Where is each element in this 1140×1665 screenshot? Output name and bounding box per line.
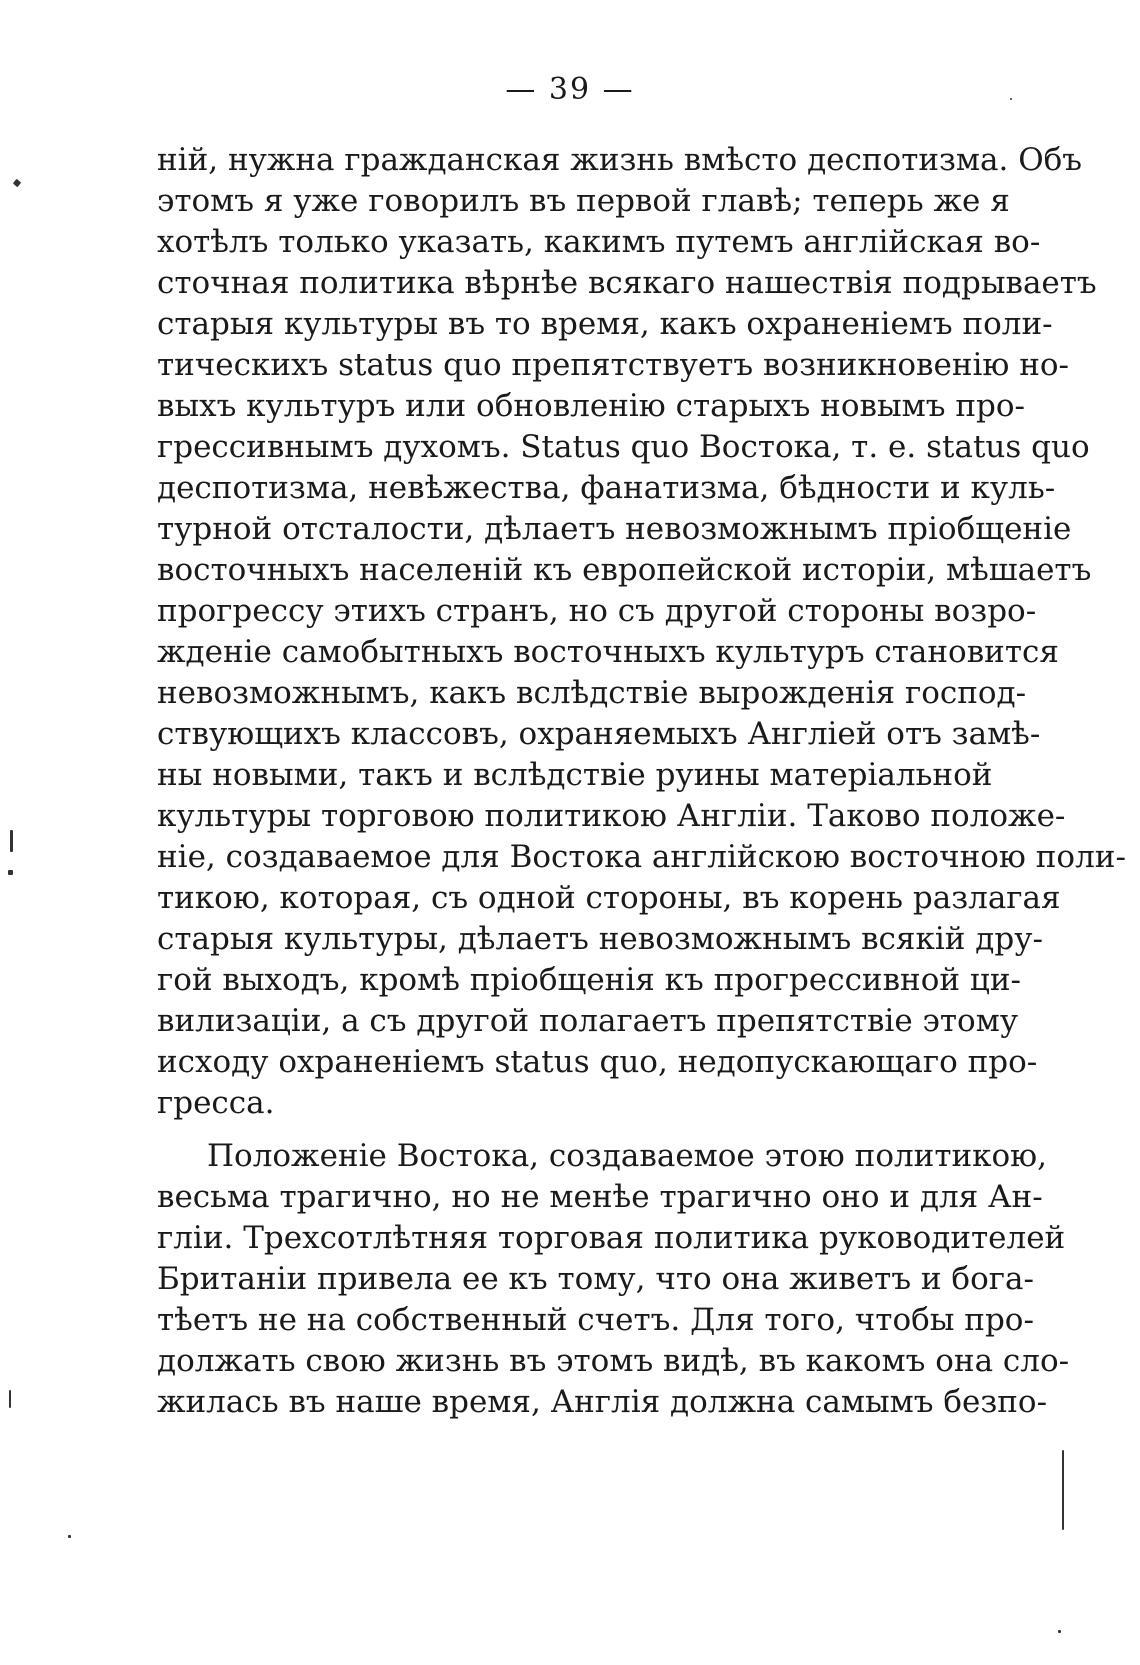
paragraph <box>157 140 1126 1124</box>
text-line: сточная политика вѣрнѣе всякаго нашествія подрываетъ <box>157 265 1097 301</box>
text-line: ній, нужна гражданская жизнь вмѣсто деспотизма. Объ <box>157 142 1083 178</box>
text-line: старыя культуры, дѣлаетъ невозможнымъ всякій дру- <box>157 921 1043 957</box>
paragraph-gap <box>157 1124 952 1136</box>
text-line: этомъ я уже говорилъ въ первой главѣ; теперь же я <box>157 183 1010 219</box>
text-line: невозможнымъ, какъ вслѣдствіе вырожденія господ- <box>157 675 1027 711</box>
text-line: старыя культуры въ то время, какъ охраненіемъ поли- <box>157 306 1053 342</box>
page-number: — 39 — <box>505 72 635 107</box>
text-line: тическихъ status quo препятствуетъ возникновенію но- <box>157 347 1070 383</box>
text-line: жденіе самобытныхъ восточныхъ культуръ становится <box>157 634 1059 670</box>
scan-speck <box>68 1535 71 1538</box>
text-line: вилизаціи, а съ другой полагаетъ препятствіе этому <box>157 1003 1019 1039</box>
scan-speck <box>1062 1450 1064 1530</box>
text-line: прогрессу этихъ странъ, но съ другой стороны возро- <box>157 593 1037 629</box>
text-line: ствующихъ классовъ, охраняемыхъ Англіей отъ замѣ- <box>157 716 1041 752</box>
text-line: грессивнымъ духомъ. Status quo Востока, т. е. status quo <box>157 429 1090 465</box>
text-line: исходу охраненіемъ status quo, недопускающаго про- <box>157 1044 1038 1080</box>
text-line: тѣетъ не на собственный счетъ. Для того, чтобы про- <box>157 1302 1034 1338</box>
scan-speck <box>8 870 13 875</box>
text-line: ны новыми, такъ и вслѣдствіе руины матеріальной <box>157 757 993 793</box>
text-line: Положеніе Востока, создаваемое этою политикою, <box>207 1138 1048 1174</box>
paragraph <box>157 1136 1070 1423</box>
text-line: турной отсталости, дѣлаетъ невозможнымъ пріобщеніе <box>157 511 1072 547</box>
text-line: культуры торговою политикою Англіи. Таково положе- <box>157 798 1066 834</box>
text-line: гой выходъ, кромѣ пріобщенія къ прогрессивной ци- <box>157 962 1021 998</box>
scan-speck <box>9 1390 11 1408</box>
body-text <box>157 140 1126 1423</box>
text-line: восточныхъ населеній къ европейской исторіи, мѣшаетъ <box>157 552 1092 588</box>
text-line: деспотизма, невѣжества, фанатизма, бѣдности и куль- <box>157 470 1056 506</box>
text-line: выхъ культуръ или обновленію старыхъ новымъ про- <box>157 388 1025 424</box>
text-line: хотѣлъ только указать, какимъ путемъ англійская во- <box>157 224 1041 260</box>
text-line: гліи. Трехсотлѣтняя торговая политика руководителей <box>157 1220 1066 1256</box>
text-line: должать свою жизнь въ этомъ видѣ, въ какомъ она сло- <box>157 1343 1070 1379</box>
text-line: весьма трагично, но не менѣе трагично оно и для Ан- <box>157 1179 1043 1215</box>
text-line: жилась въ наше время, Англія должна самымъ безпо- <box>157 1384 1048 1420</box>
text-line: тикою, которая, съ одной стороны, въ корень разлагая <box>157 880 1061 916</box>
text-line: гресса. <box>157 1085 275 1121</box>
scan-speck <box>10 830 13 852</box>
scan-speck <box>13 179 21 187</box>
scan-speck <box>1010 98 1012 100</box>
scan-speck <box>1058 1630 1061 1633</box>
text-line: Британіи привела ее къ тому, что она живетъ и бога- <box>157 1261 1034 1297</box>
text-line: ніе, создаваемое для Востока англійскою восточною поли- <box>157 839 1126 875</box>
